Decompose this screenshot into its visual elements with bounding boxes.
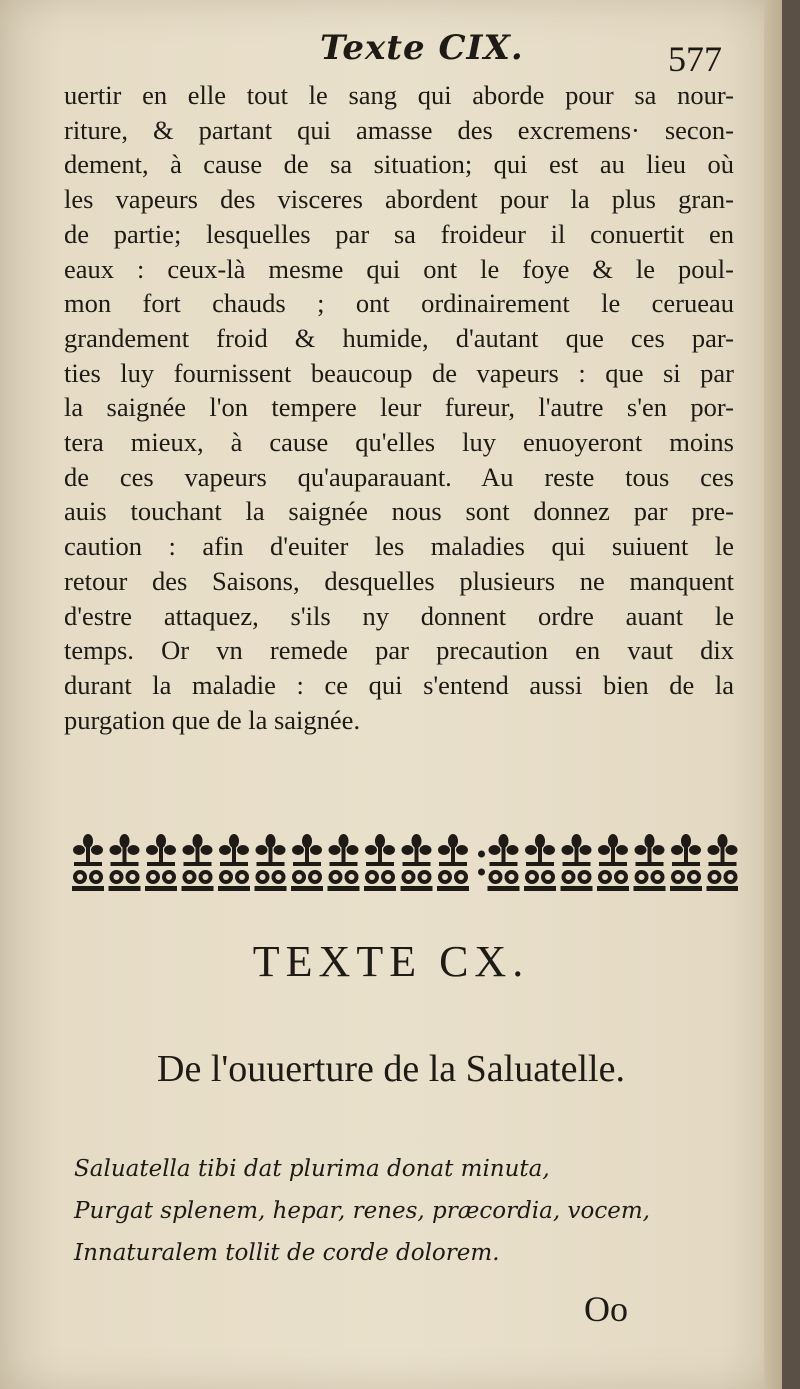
fleuron-icon [72, 834, 104, 891]
body-line: dement, à cause de sa situation; qui est au lieu où [64, 149, 734, 180]
fleuron-icon [401, 834, 433, 891]
body-line: purgation que de la saignée. [64, 704, 361, 735]
fleuron-icon [255, 834, 287, 891]
body-line: les vapeurs des visceres abordent pour la plus gran- [64, 184, 734, 215]
body-line: uertir en elle tout le sang qui aborde pour sa nour- [64, 80, 734, 110]
ornament-separator-icon [478, 851, 485, 876]
body-line: la saignée l'on tempere leur fureur, l'autre s'en por- [64, 392, 734, 423]
body-line: durant la maladie : ce qui s'entend aussi bien de la [64, 669, 734, 700]
fleuron-icon [437, 834, 469, 891]
fleuron-icon [145, 834, 177, 891]
running-head: Texte CIX. [320, 28, 524, 68]
fleuron-icon [328, 834, 360, 891]
body-line: auis touchant la saignée nous sont donnez par pre- [64, 496, 734, 527]
section-title: TEXTE CX. [252, 937, 530, 986]
fleuron-icon [109, 834, 141, 891]
fleuron-icon [182, 834, 214, 891]
body-line: temps. Or vn remede par precaution en vaut dix [64, 635, 734, 666]
body-line: caution : afin d'euiter les maladies qui suiuent le [64, 531, 734, 562]
body-line: mon fort chauds ; ont ordinairement le cerueau [64, 288, 734, 319]
body-line: ties luy fournissent beaucoup de vapeurs : que si par [64, 357, 734, 388]
fleuron-icon [561, 834, 593, 891]
body-line: d'estre attaquez, s'ils ny donnent ordre auant le [64, 600, 734, 631]
body-text [64, 78, 734, 737]
section-subtitle: De l'ouuerture de la Saluatelle. [157, 1048, 625, 1090]
fleuron-icon [707, 834, 739, 891]
fleuron-band-icon [70, 832, 738, 894]
verse-line: Saluatella tibi dat plurima donat minuta, [74, 1156, 550, 1182]
fleuron-icon [218, 834, 250, 891]
verse-line: Innaturalem tollit de corde dolorem. [74, 1240, 500, 1266]
body-line: de partie; lesquelles par sa froideur il conuertit en [64, 218, 734, 249]
latin-verse [74, 1148, 714, 1274]
fleuron-icon [524, 834, 556, 891]
body-line: eaux : ceux-là mesme qui ont le foye & le poul- [64, 253, 734, 284]
fleuron-icon [291, 834, 323, 891]
body-line: de ces vapeurs qu'auparauant. Au reste tous ces [64, 461, 734, 492]
fleuron-icon [488, 834, 520, 891]
signature-mark: Oo [584, 1289, 628, 1329]
body-line: tera mieux, à cause qu'elles luy enuoyeront moins [64, 427, 734, 458]
fleuron-icon [634, 834, 666, 891]
body-line: riture, & partant qui amasse des excremens· secon- [64, 114, 734, 145]
fleuron-icon [364, 834, 396, 891]
verse-line: Purgat splenem, hepar, renes, præcordia, vocem, [74, 1198, 650, 1224]
page-edge [764, 0, 782, 1389]
body-line: grandement froid & humide, d'autant que ces par- [64, 322, 734, 353]
page-number: 577 [668, 39, 722, 79]
fleuron-icon [670, 834, 702, 891]
fleuron-icon [597, 834, 629, 891]
body-line: retour des Saisons, desquelles plusieurs ne manquent [64, 565, 734, 596]
